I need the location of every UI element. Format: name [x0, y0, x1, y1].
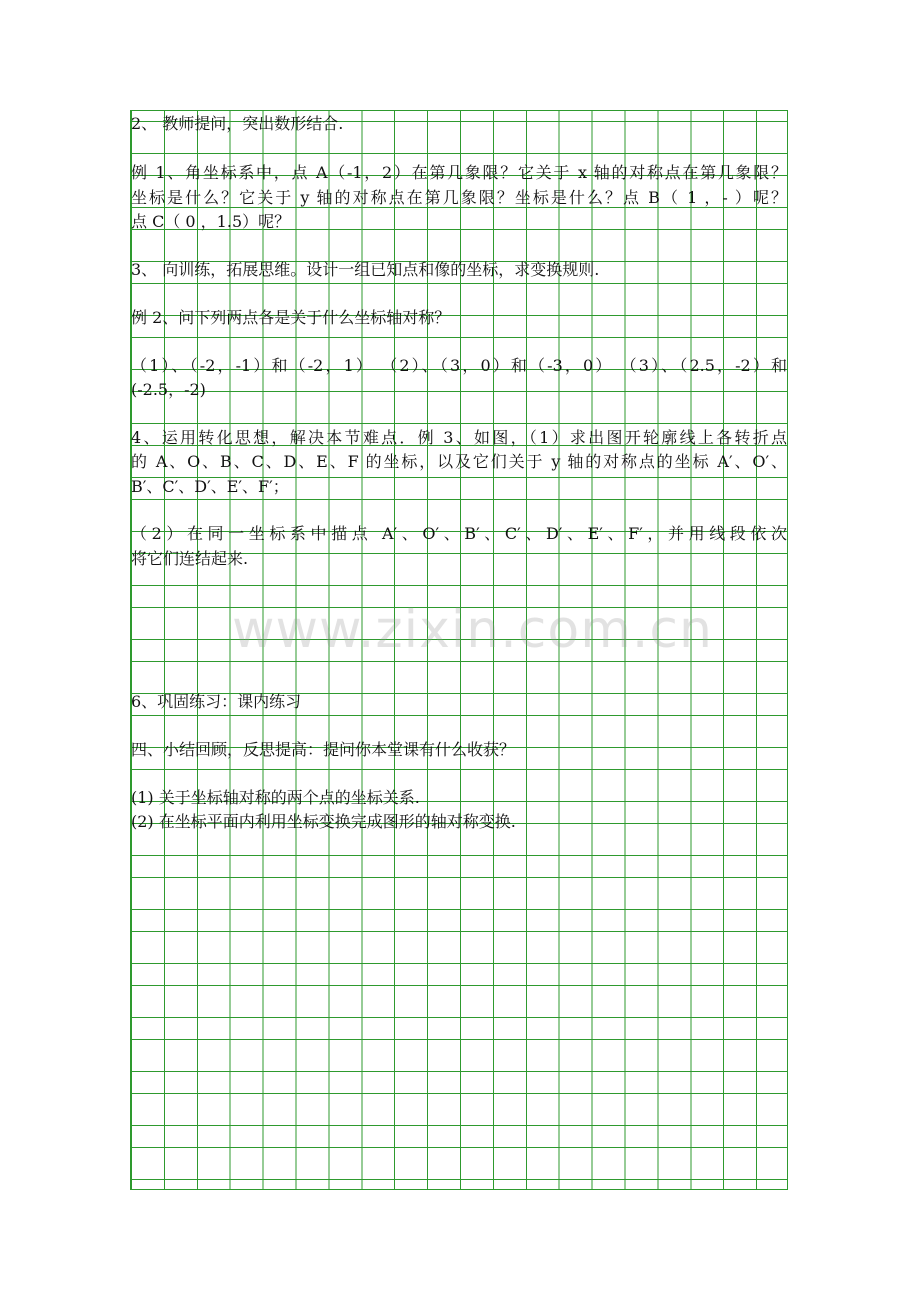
- text-line-17: (2) 在坐标平面内利用坐标变换完成图形的轴对称变换.: [131, 812, 516, 831]
- text-line-7: （1）、（-2，-1）和（-2，1） （2）、（3，0）和（-3，0） （3）、（2.5，-2）和: [131, 356, 787, 375]
- text-line-4: 点 C（ 0 ，1.5）呢？: [131, 212, 291, 231]
- text-line-6: 例 2、问下列两点各是关于什么坐标轴对称？: [131, 308, 451, 327]
- text-line-15: 四、小结回顾，反思提高：提问你本堂课有什么收获？: [131, 740, 516, 759]
- text-line-1: 2、 教师提问，突出数形结合.: [131, 114, 344, 133]
- watermark: www.zixin.com.cn: [232, 600, 713, 660]
- text-line-2: 例 1、角坐标系中，点 A（-1，2）在第几象限？它关于 x 轴的对称点在第几象限？: [131, 163, 787, 182]
- text-line-12: （2）在同一坐标系中描点 A′、O′、B′、C′、D′、E′、F′，并用线段依次: [131, 524, 787, 543]
- text-line-3: 坐标是什么？它关于 y 轴的对称点在第几象限？坐标是什么？点 B（ 1 ，- ）呢？: [131, 188, 787, 207]
- text-line-14: 6、巩固练习：课内练习: [131, 692, 302, 711]
- text-line-13: 将它们连结起来.: [131, 549, 249, 568]
- text-line-8: (-2.5，-2): [131, 380, 206, 399]
- text-line-11: B′、C′、D′、E′、F′；: [131, 477, 289, 496]
- text-line-16: (1) 关于坐标轴对称的两个点的坐标关系.: [131, 788, 420, 807]
- text-line-5: 3、 向训练，拓展思维。设计一组已知点和像的坐标，求变换规则.: [131, 260, 600, 279]
- text-line-9: 4、运用转化思想，解决本节难点．例 3、如图，（1）求出图开轮廓线上各转折点: [131, 428, 787, 447]
- text-line-10: 的 A、O、B、C、D、E、F 的坐标，以及它们关于 y 轴的对称点的坐标 A′、O′、: [131, 452, 787, 471]
